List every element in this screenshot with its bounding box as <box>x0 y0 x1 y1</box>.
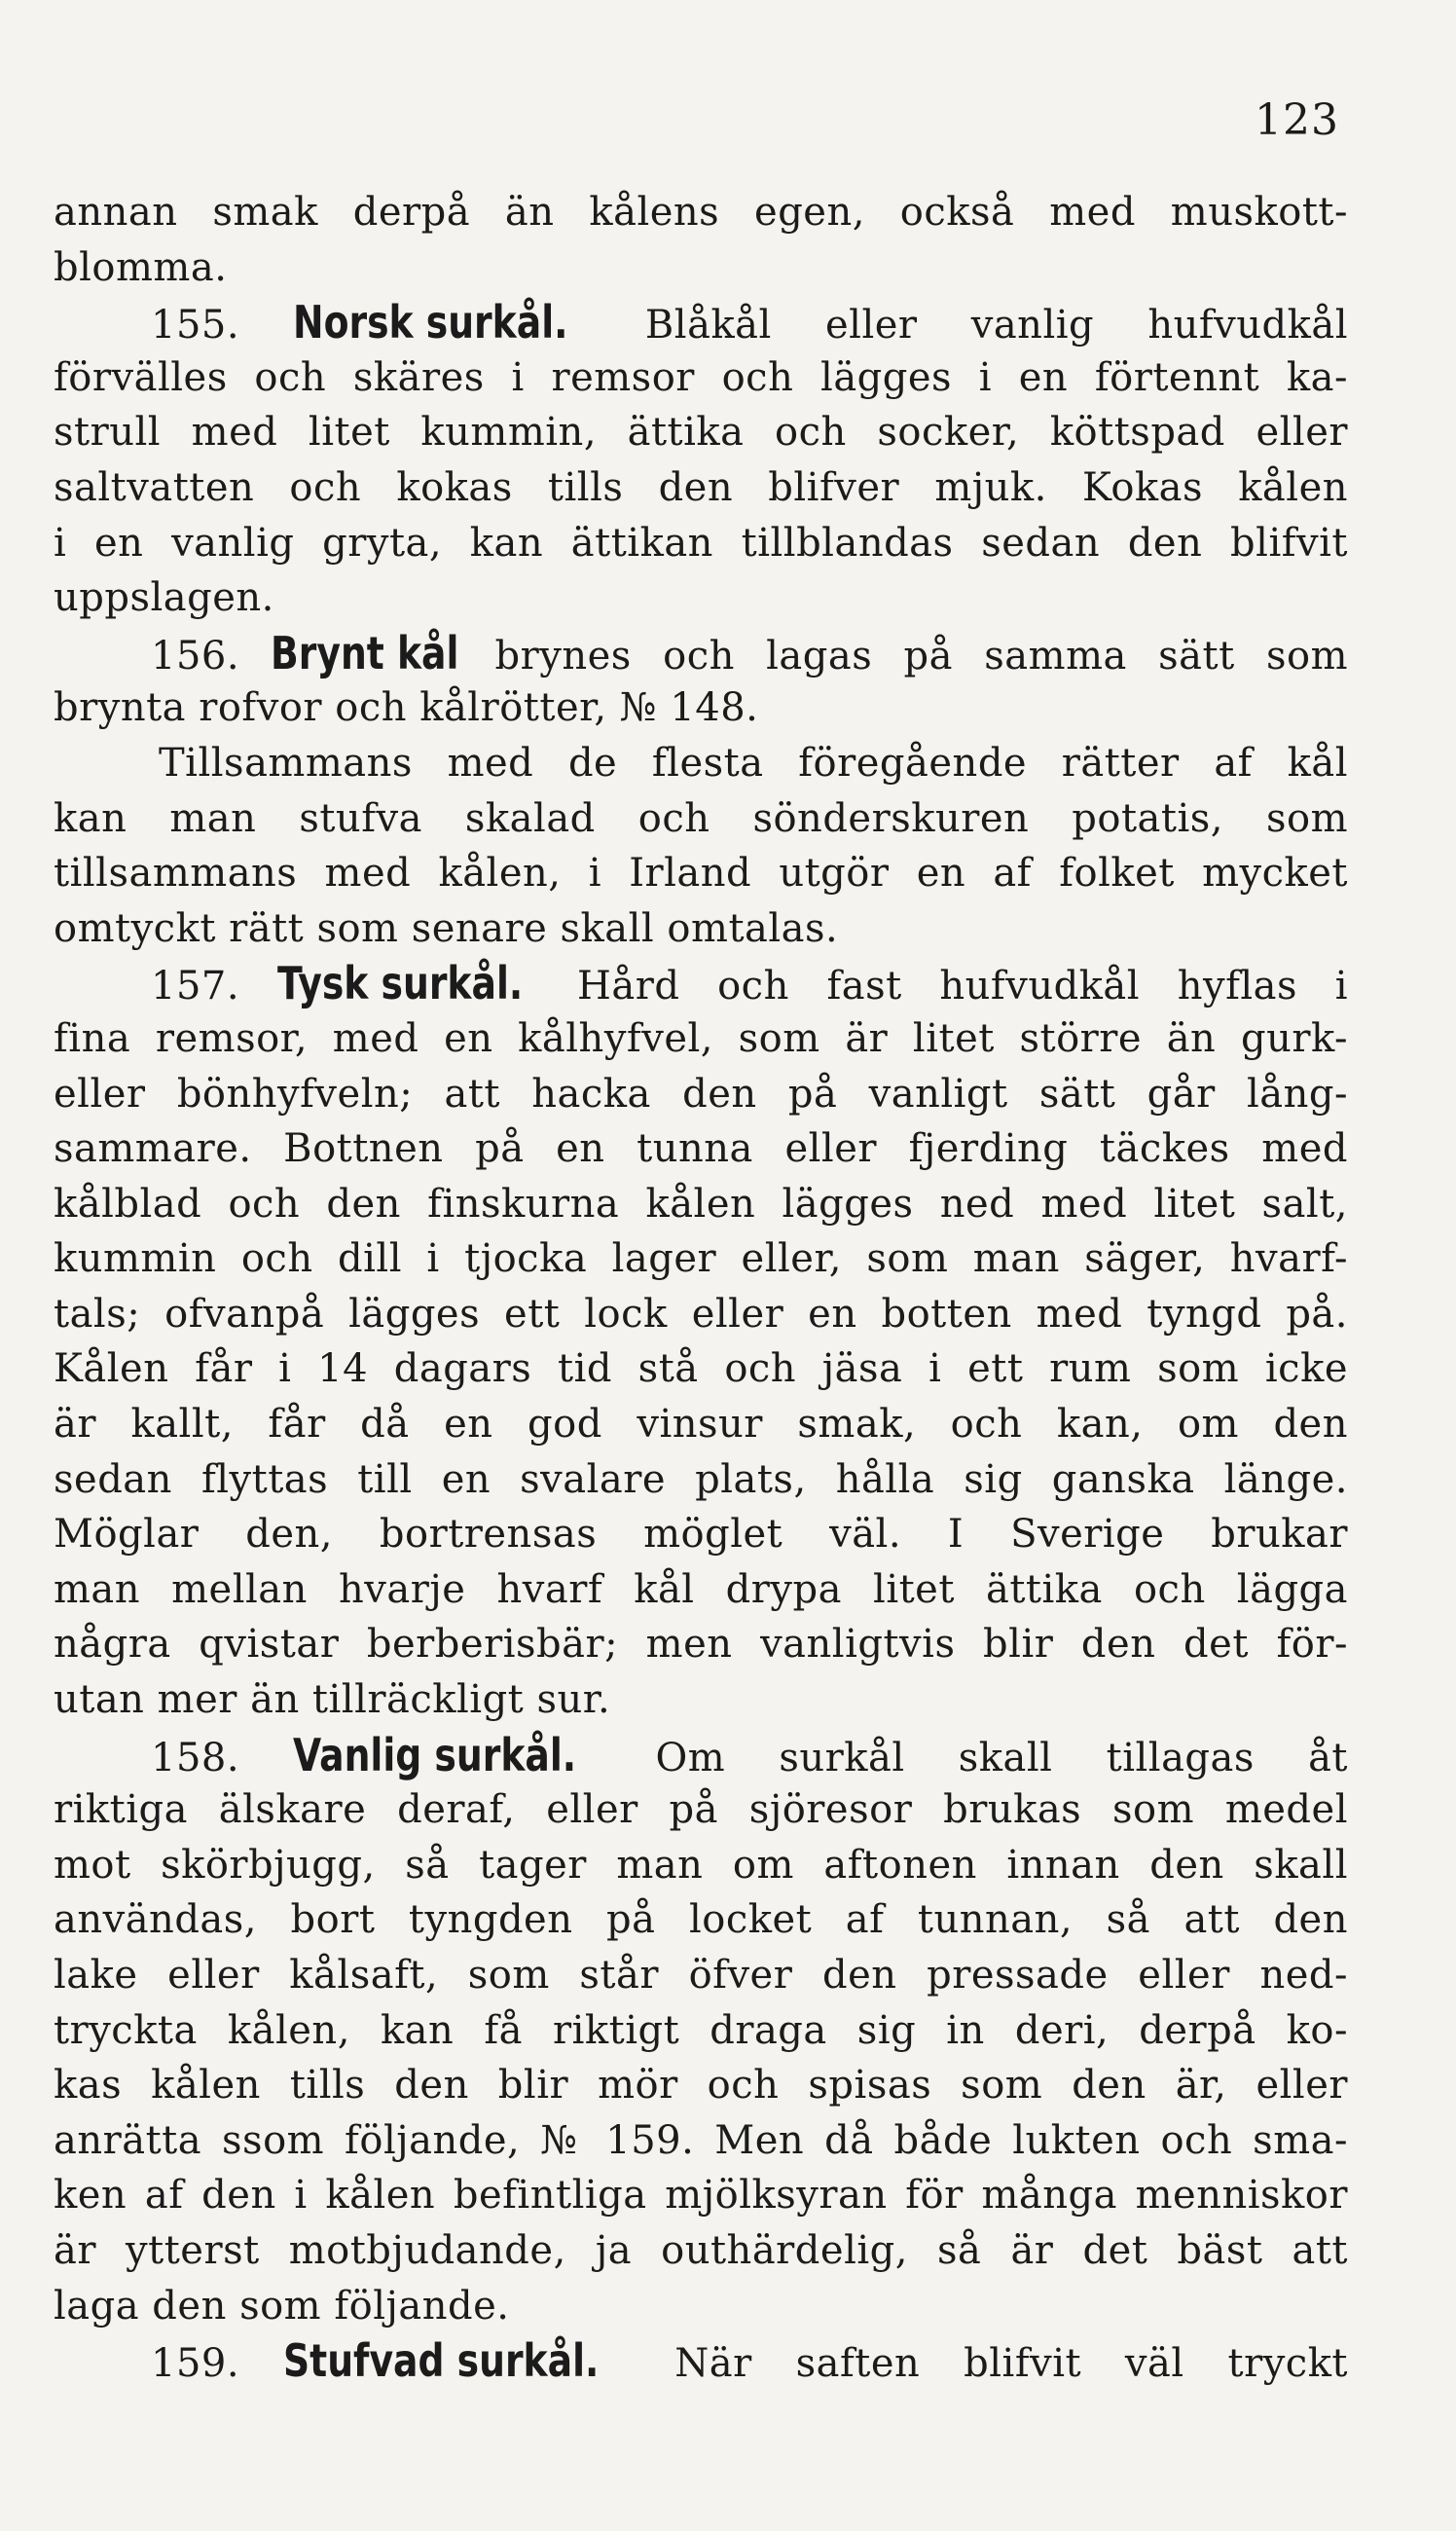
body-text <box>54 185 1348 2389</box>
text-line: annan smak derpå än kålens egen, också med muskott- <box>54 190 1348 235</box>
recipe-text: Hård och fast hufvudkål hyflas i <box>539 964 1348 1009</box>
recipe-title: Vanlig surkål. <box>293 1728 577 1781</box>
text-line: laga den som följande. <box>54 2283 510 2329</box>
text-line: är kallt, får då en god vinsur smak, och kan, om den <box>54 1402 1348 1448</box>
text-line: sedan flyttas till en svalare plats, hålla sig ganska länge. <box>54 1456 1348 1502</box>
recipe-number: 155. <box>151 303 294 348</box>
text-line: man mellan hvarje hvarf kål drypa litet ättika och lägga <box>54 1566 1348 1612</box>
recipe-number: 156. <box>151 633 272 679</box>
text-line: Kålen får i 14 dagars tid stå och jäsa i ett rum som icke <box>54 1346 1348 1392</box>
text-line: eller bönhyfveln; att hacka den på vanligt sätt går lång- <box>54 1071 1348 1117</box>
text-line: lake eller kålsaft, som står öfver den pressade eller ned- <box>54 1953 1348 1998</box>
recipe-text: Om surkål skall tillagas åt <box>601 1735 1348 1780</box>
text-line: sammare. Bottnen på en tunna eller fjerding täckes med <box>54 1126 1348 1172</box>
text-line: kan man stufva skalad och sönderskuren potatis, som <box>54 795 1348 841</box>
recipe-number: 157. <box>151 964 277 1009</box>
text-line: i en vanlig gryta, kan ättikan tillblandas sedan den blifvit <box>54 520 1348 566</box>
text-line: Möglar den, bortrensas möglet väl. I Sverige brukar <box>54 1512 1348 1558</box>
text-line: tals; ofvanpå lägges ett lock eller en botten med tyngd på. <box>54 1291 1348 1337</box>
page-number: 123 <box>1255 95 1339 145</box>
text-line: Tillsammans med de flesta föregående rätter af kål <box>159 740 1348 786</box>
recipe-heading-line <box>54 295 1348 350</box>
text-line: tillsammans med kålen, i Irland utgör en af folket mycket <box>54 851 1348 897</box>
text-line: tryckta kålen, kan få riktigt draga sig in deri, derpå ko- <box>54 2007 1348 2053</box>
recipe-number: 158. <box>151 1735 294 1780</box>
text-line: brynta rofvor och kålrötter, № 148. <box>54 685 759 731</box>
text-line: omtyckt rätt som senare skall omtalas. <box>54 905 839 951</box>
text-line: uppslagen. <box>54 575 274 621</box>
text-line: fina remsor, med en kålhyfvel, som är litet större än gurk- <box>54 1015 1348 1061</box>
recipe-text: brynes och lagas på samma sätt som <box>463 633 1348 679</box>
text-line: saltvatten och kokas tills den blifver mjuk. Kokas kålen <box>54 464 1348 510</box>
recipe-title: Norsk surkål. <box>293 296 568 349</box>
text-line: kålblad och den finskurna kålen lägges ned med litet salt, <box>54 1181 1348 1227</box>
text-line: användas, bort tyngden på locket af tunnan, så att den <box>54 1897 1348 1943</box>
text-line: ken af den i kålen befintliga mjölksyran för många menniskor <box>54 2173 1348 2219</box>
text-line: mot skörbjugg, så tager man om aftonen innan den skall <box>54 1842 1348 1888</box>
recipe-title: Tysk surkål. <box>276 957 523 1010</box>
recipe-title: Stufvad surkål. <box>282 2334 600 2388</box>
text-line: utan mer än tillräckligt sur. <box>54 1677 611 1723</box>
text-line: strull med litet kummin, ättika och socker, köttspad eller <box>54 410 1348 456</box>
text-line: anrätta ssom följande, № 159. Men då både lukten och sma- <box>54 2117 1348 2163</box>
text-line: kummin och dill i tjocka lager eller, som man säger, hvarf- <box>54 1236 1348 1282</box>
text-line: några qvistar berberisbär; men vanligtvis blir den det för- <box>54 1622 1348 1668</box>
recipe-heading-line <box>54 1728 1348 1783</box>
text-line: förvälles och skäres i remsor och lägges i en förtennt ka- <box>54 354 1348 400</box>
recipe-number: 159. <box>151 2341 283 2387</box>
recipe-heading-line <box>54 2333 1348 2389</box>
recipe-title: Brynt kål <box>271 626 459 679</box>
text-line: blomma. <box>54 244 228 290</box>
recipe-text: Blåkål eller vanlig hufvudkål <box>591 303 1348 348</box>
recipe-heading-line <box>54 626 1348 681</box>
text-line: kas kålen tills den blir mör och spisas som den är, eller <box>54 2063 1348 2109</box>
text-line: riktiga älskare deraf, eller på sjöresor brukas som medel <box>54 1787 1348 1833</box>
recipe-text: När saften blifvit väl tryckt <box>631 2341 1349 2387</box>
text-line: är ytterst motbjudande, ja outhärdelig, så är det bäst att <box>54 2227 1348 2273</box>
recipe-heading-line <box>54 956 1348 1011</box>
